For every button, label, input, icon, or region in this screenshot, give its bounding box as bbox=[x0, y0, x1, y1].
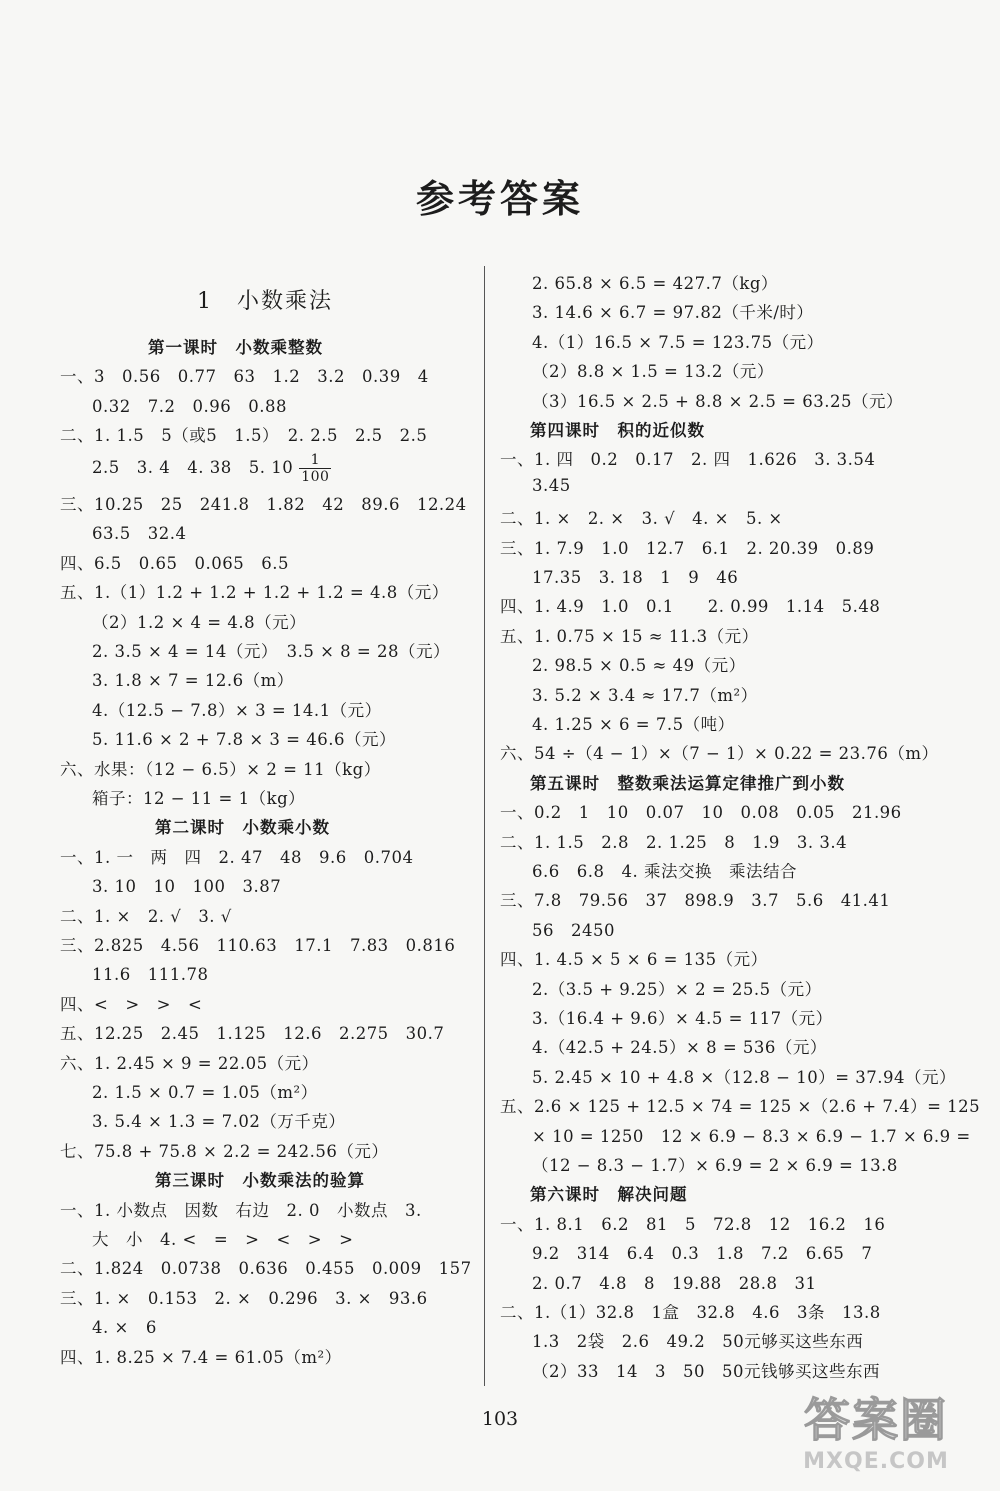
answer-line bbox=[500, 682, 758, 706]
answer-line bbox=[500, 740, 939, 764]
watermark-url: MXQE.COM bbox=[803, 1449, 949, 1474]
answer-text: 3. 1.8 × 7 = 12.6（m） bbox=[92, 671, 294, 691]
answer-line bbox=[500, 1152, 898, 1176]
answer-text: 五、2.6 × 125 + 12.5 × 74 = 125 ×（2.6 + 7.4）= 125 bbox=[500, 1097, 981, 1117]
answer-line bbox=[60, 363, 429, 387]
answer-text: 17.35 3. 18 1 9 46 bbox=[532, 568, 739, 587]
answer-text: 六、水果：（12 − 6.5）× 2 = 11（kg） bbox=[60, 759, 381, 779]
answer-line bbox=[500, 1064, 956, 1088]
answer-text: （3）16.5 × 2.5 + 8.8 × 2.5 = 63.25（元） bbox=[532, 391, 903, 411]
answer-line bbox=[60, 452, 331, 485]
answer-text: （12 − 8.3 − 1.7）× 6.9 = 2 × 6.9 = 13.8 bbox=[532, 1156, 898, 1175]
answer-line bbox=[500, 593, 880, 617]
answer-text: 大 小 4. < = > < > > bbox=[92, 1230, 354, 1249]
answer-line bbox=[500, 946, 768, 970]
answer-text: 二、1. 1.5 2.8 2. 1.25 8 1.9 3. 3.4 bbox=[500, 832, 848, 852]
answer-text: 二、1. × 2. √ 3. √ bbox=[60, 906, 232, 926]
lesson-heading: 第三课时 小数乘法的验算 bbox=[155, 1171, 365, 1191]
fraction-denominator: 100 bbox=[301, 468, 330, 485]
answer-text: 一、1. 四 0.2 0.17 2. 四 1.626 3. 3.54 bbox=[500, 450, 876, 470]
answer-line bbox=[500, 829, 847, 853]
answer-line bbox=[60, 1197, 422, 1221]
answer-text: 9.2 314 6.4 0.3 1.8 7.2 6.65 7 bbox=[532, 1244, 873, 1264]
answer-text: 2. 3.5 × 4 = 14（元） 3.5 × 8 = 28（元） bbox=[92, 642, 450, 661]
answer-text: 三、2.825 4.56 110.63 17.1 7.83 0.816 bbox=[60, 936, 456, 955]
answer-line bbox=[500, 1358, 880, 1382]
answer-line bbox=[500, 799, 902, 823]
fraction-numerator: 1 bbox=[299, 452, 331, 469]
answer-text: 七、75.8 + 75.8 × 2.2 = 242.56（元） bbox=[60, 1141, 389, 1161]
answer-text: × 10 = 1250 12 × 6.9 − 8.3 × 6.9 − 1.7 × 6.9 = bbox=[532, 1126, 971, 1146]
answer-text: 二、1. 1.5 5（或5 1.5） 2. 2.5 2.5 2.5 bbox=[60, 426, 428, 446]
answer-text: 4.（1）16.5 × 7.5 = 123.75（元） bbox=[532, 332, 824, 352]
answer-line bbox=[500, 358, 774, 382]
answer-line bbox=[60, 932, 455, 956]
answer-text: 二、1. × 2. × 3. √ 4. × 5. × bbox=[500, 509, 783, 529]
answer-line bbox=[500, 535, 874, 559]
answer-text: 6.6 6.8 4. 乘法交换 乘法结合 bbox=[532, 862, 797, 881]
answer-text: 2. 65.8 × 6.5 = 427.7（kg） bbox=[532, 274, 778, 293]
answer-text: 六、1. 2.45 × 9 = 22.05（元） bbox=[60, 1053, 319, 1073]
answer-text: 四、1. 4.5 × 5 × 6 = 135（元） bbox=[500, 950, 768, 970]
answer-text: 56 2450 bbox=[532, 920, 615, 940]
answer-line bbox=[60, 1138, 388, 1162]
answer-text: （2）1.2 × 4 = 4.8（元） bbox=[92, 612, 307, 632]
answer-text: 六、54 ÷（4 − 1）×（7 − 1）× 0.22 = 23.76（m） bbox=[500, 744, 939, 764]
answer-text: 箱子：12 − 11 = 1（kg） bbox=[92, 789, 306, 808]
answer-text: 一、1. 一 两 四 2. 47 48 9.6 0.704 bbox=[60, 847, 414, 867]
answer-line bbox=[60, 785, 305, 809]
answer-text: 五、12.25 2.45 1.125 12.6 2.275 30.7 bbox=[60, 1024, 445, 1044]
answer-text: 2.（3.5 + 9.25）× 2 = 25.5（元） bbox=[532, 979, 822, 999]
answer-text: 一、3 0.56 0.77 63 1.2 3.2 0.39 4 bbox=[60, 367, 429, 387]
answer-line bbox=[60, 638, 450, 662]
answer-line bbox=[500, 652, 746, 676]
answer-line bbox=[500, 1240, 872, 1264]
answer-line bbox=[60, 844, 413, 868]
answer-line bbox=[500, 917, 615, 941]
answer-text: 1.3 2袋 2.6 49.2 50元够买这些东西 bbox=[532, 1332, 864, 1352]
answer-line bbox=[60, 1226, 353, 1250]
answer-line bbox=[60, 1108, 345, 1132]
answer-line bbox=[60, 520, 186, 544]
answer-text: 5. 11.6 × 2 + 7.8 × 3 = 46.6（元） bbox=[92, 730, 396, 750]
answer-line bbox=[500, 1299, 881, 1323]
answer-line bbox=[500, 329, 824, 353]
answer-text: 63.5 32.4 bbox=[92, 524, 187, 544]
watermark-logo: 答案圈 bbox=[804, 1393, 948, 1447]
watermark bbox=[776, 1392, 976, 1484]
answer-line bbox=[60, 961, 208, 985]
answer-text: （2）8.8 × 1.5 = 13.2（元） bbox=[532, 362, 774, 382]
page-title: 参考答案 bbox=[415, 176, 584, 221]
chapter-title: 1 小数乘法 bbox=[197, 289, 333, 314]
answer-line bbox=[60, 1255, 472, 1279]
answer-text: 四、< > > < bbox=[60, 994, 203, 1014]
answer-text: 四、1. 8.25 × 7.4 = 61.05（m²） bbox=[60, 1347, 342, 1367]
answer-text: 三、10.25 25 241.8 1.82 42 89.6 12.24 bbox=[60, 495, 467, 514]
answer-line bbox=[500, 1123, 971, 1147]
answer-line bbox=[60, 726, 396, 750]
answer-line bbox=[60, 422, 427, 446]
answer-line bbox=[60, 550, 289, 574]
answer-line bbox=[60, 1344, 342, 1368]
answer-text: 5. 2.45 × 10 + 4.8 ×（12.8 − 10）= 37.94（元） bbox=[532, 1067, 957, 1087]
page-number: 103 bbox=[481, 1408, 519, 1430]
answer-text: 一、1. 8.1 6.2 81 5 72.8 12 16.2 16 bbox=[500, 1214, 886, 1234]
answer-text: 二、1.（1）32.8 1盒 32.8 4.6 3条 13.8 bbox=[500, 1303, 881, 1322]
lesson-heading: 第六课时 解决问题 bbox=[530, 1185, 688, 1205]
answer-text: 4.（12.5 − 7.8）× 3 = 14.1（元） bbox=[92, 700, 382, 720]
answer-text: 一、1. 小数点 因数 右边 2. 0 小数点 3. bbox=[60, 1200, 422, 1220]
answer-line bbox=[60, 579, 449, 603]
fraction bbox=[299, 452, 331, 485]
answer-text: 三、1. × 0.153 2. × 0.296 3. × 93.6 bbox=[60, 1288, 428, 1308]
answer-text: 2. 1.5 × 0.7 = 1.05（m²） bbox=[92, 1083, 318, 1102]
answer-line bbox=[500, 476, 571, 495]
answer-text: 4. × 6 bbox=[92, 1318, 157, 1338]
answer-text: 一、0.2 1 10 0.07 10 0.08 0.05 21.96 bbox=[500, 803, 902, 823]
answer-text: 0.32 7.2 0.96 0.88 bbox=[92, 396, 287, 416]
answer-text: 三、7.8 79.56 37 898.9 3.7 5.6 41.41 bbox=[500, 891, 891, 911]
answer-line bbox=[60, 1285, 428, 1309]
answer-line bbox=[500, 270, 778, 294]
lesson-heading: 第五课时 整数乘法运算定律推广到小数 bbox=[530, 773, 845, 793]
answer-text: 三、1. 7.9 1.0 12.7 6.1 2. 20.39 0.89 bbox=[500, 538, 875, 558]
answer-line bbox=[500, 299, 813, 323]
lesson-heading: 第一课时 小数乘整数 bbox=[148, 338, 323, 357]
answer-line bbox=[60, 903, 232, 927]
answer-text: 五、1. 0.75 × 15 ≈ 11.3（元） bbox=[500, 626, 759, 646]
answer-text: 11.6 111.78 bbox=[92, 965, 209, 985]
answer-line bbox=[60, 1314, 157, 1338]
answer-line bbox=[60, 667, 294, 691]
answer-line bbox=[60, 991, 202, 1015]
answer-line bbox=[500, 976, 822, 1000]
answer-text: 3. 14.6 × 6.7 = 97.82（千米/时） bbox=[532, 303, 814, 323]
answer-line bbox=[500, 505, 783, 529]
answer-text: 五、1.（1）1.2 + 1.2 + 1.2 + 1.2 = 4.8（元） bbox=[60, 583, 449, 603]
answer-text: 3. 5.4 × 1.3 = 7.02（万千克） bbox=[92, 1112, 346, 1132]
answer-line bbox=[60, 609, 306, 633]
answer-text: （2）33 14 3 50 50元钱够买这些东西 bbox=[532, 1361, 880, 1381]
answer-text: 3.（16.4 + 9.6）× 4.5 = 117（元） bbox=[532, 1009, 833, 1028]
answer-line bbox=[500, 1328, 863, 1352]
lesson-heading: 第二课时 小数乘小数 bbox=[155, 818, 330, 838]
answer-text: 4. 1.25 × 6 = 7.5（吨） bbox=[532, 715, 735, 734]
answer-text: 2. 98.5 × 0.5 ≈ 49（元） bbox=[532, 656, 746, 676]
answer-text: 3. 5.2 × 3.4 ≈ 17.7（m²） bbox=[532, 685, 758, 705]
lesson-heading: 第四课时 积的近似数 bbox=[530, 421, 705, 440]
answer-line bbox=[60, 491, 467, 515]
answer-line bbox=[500, 1270, 816, 1294]
answer-text: 3.45 bbox=[532, 475, 571, 495]
answer-line bbox=[60, 1079, 318, 1103]
answer-line bbox=[500, 1005, 833, 1029]
answer-text: 2. 0.7 4.8 8 19.88 28.8 31 bbox=[532, 1273, 817, 1293]
answer-text: 二、1.824 0.0738 0.636 0.455 0.009 157 bbox=[60, 1259, 472, 1279]
answer-line bbox=[500, 1034, 827, 1058]
answer-line bbox=[500, 446, 875, 470]
answer-line bbox=[60, 873, 281, 897]
answer-line bbox=[60, 1050, 319, 1074]
answer-line bbox=[500, 388, 903, 412]
answer-line bbox=[60, 393, 287, 417]
answer-text: 3. 10 10 100 3.87 bbox=[92, 877, 282, 897]
answer-line bbox=[500, 623, 759, 647]
answer-text: 4.（42.5 + 24.5）× 8 = 536（元） bbox=[532, 1038, 827, 1058]
answer-text: 2.5 3. 4 4. 38 5. 10 bbox=[92, 457, 294, 477]
answer-line bbox=[500, 887, 890, 911]
answer-line bbox=[500, 711, 735, 735]
column-divider bbox=[484, 266, 485, 1386]
answer-text: 四、1. 4.9 1.0 0.1 2. 0.99 1.14 5.48 bbox=[500, 597, 881, 617]
answer-line bbox=[500, 564, 738, 588]
answer-line bbox=[60, 1020, 444, 1044]
answer-text: 四、6.5 0.65 0.065 6.5 bbox=[60, 553, 289, 573]
answer-line bbox=[500, 1211, 885, 1235]
answer-line bbox=[60, 697, 382, 721]
answer-line bbox=[500, 1093, 980, 1117]
answer-line bbox=[500, 858, 797, 882]
answer-line bbox=[60, 756, 381, 780]
